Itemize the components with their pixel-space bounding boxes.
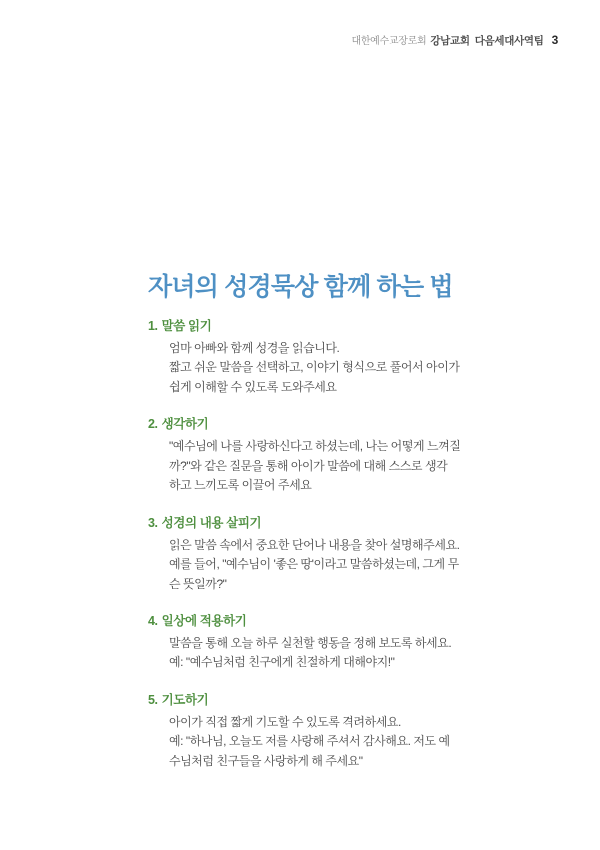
step-title: 생각하기 [161, 417, 209, 432]
step-line: 예: "하나님, 오늘도 저를 사랑해 주셔서 감사해요. 저도 예 [169, 734, 450, 749]
step-title: 기도하기 [161, 692, 209, 707]
page-title: 자녀의 성경묵상 함께 하는 법 [148, 272, 453, 301]
step-line: 예: "예수님처럼 친구에게 친절하게 대해야지!" [169, 655, 395, 670]
step-title: 일상에 적용하기 [161, 613, 247, 628]
step-heading [148, 316, 488, 334]
step-line: 예를 들어, "예수님이 '좋은 땅'이라고 말씀하셨는데, 그게 무 [169, 557, 459, 572]
step-body [148, 634, 488, 673]
step-body [148, 713, 488, 771]
step-number: 1. [148, 319, 158, 333]
step-heading [148, 611, 488, 629]
list-item [148, 414, 488, 495]
list-item [148, 611, 488, 673]
step-line: 말씀을 통해 오늘 하루 실천할 행동을 정해 보도록 하세요. [169, 635, 452, 650]
step-line: 슨 뜻일까?" [169, 576, 227, 591]
list-item [148, 513, 488, 594]
step-body [148, 437, 488, 495]
steps-list [148, 316, 488, 788]
header-team-name: 다음세대사역팀 [474, 35, 544, 47]
step-line: "예수님에 나를 사랑하신다고 하셨는데, 나는 어떻게 느껴질 [169, 439, 461, 454]
step-line: 까?"와 같은 질문을 통해 아이가 말씀에 대해 스스로 생각 [169, 458, 448, 473]
step-line: 아이가 직접 짧게 기도할 수 있도록 격려하세요. [169, 714, 401, 729]
step-body [148, 339, 488, 397]
step-body [148, 536, 488, 594]
step-number: 5. [148, 692, 158, 707]
step-heading [148, 414, 488, 432]
step-title: 성경의 내용 살피기 [161, 515, 262, 530]
step-number: 2. [148, 417, 158, 432]
step-line: 읽은 말씀 속에서 중요한 단어나 내용을 찾아 설명해주세요. [169, 537, 460, 552]
step-line: 쉽게 이해할 수 있도록 도와주세요 [169, 379, 337, 394]
step-heading [148, 690, 488, 708]
list-item [148, 690, 488, 771]
step-line: 짧고 쉬운 말씀을 선택하고, 이야기 형식으로 풀어서 아이가 [169, 360, 460, 375]
step-heading [148, 513, 488, 531]
header-church-name: 강남교회 [430, 35, 470, 47]
list-item [148, 316, 488, 397]
step-line: 엄마 아빠와 함께 성경을 읽습니다. [169, 341, 340, 355]
step-line: 하고 느끼도록 이끌어 주세요 [169, 478, 312, 493]
step-title: 말씀 읽기 [161, 319, 212, 333]
header-denomination: 대한예수교장로회 [351, 36, 427, 47]
page-header [351, 32, 558, 48]
step-line: 수님처럼 친구들을 사랑하게 해 주세요" [169, 753, 363, 768]
page-number: 3 [551, 33, 558, 47]
step-number: 3. [148, 515, 158, 530]
step-number: 4. [148, 613, 158, 628]
